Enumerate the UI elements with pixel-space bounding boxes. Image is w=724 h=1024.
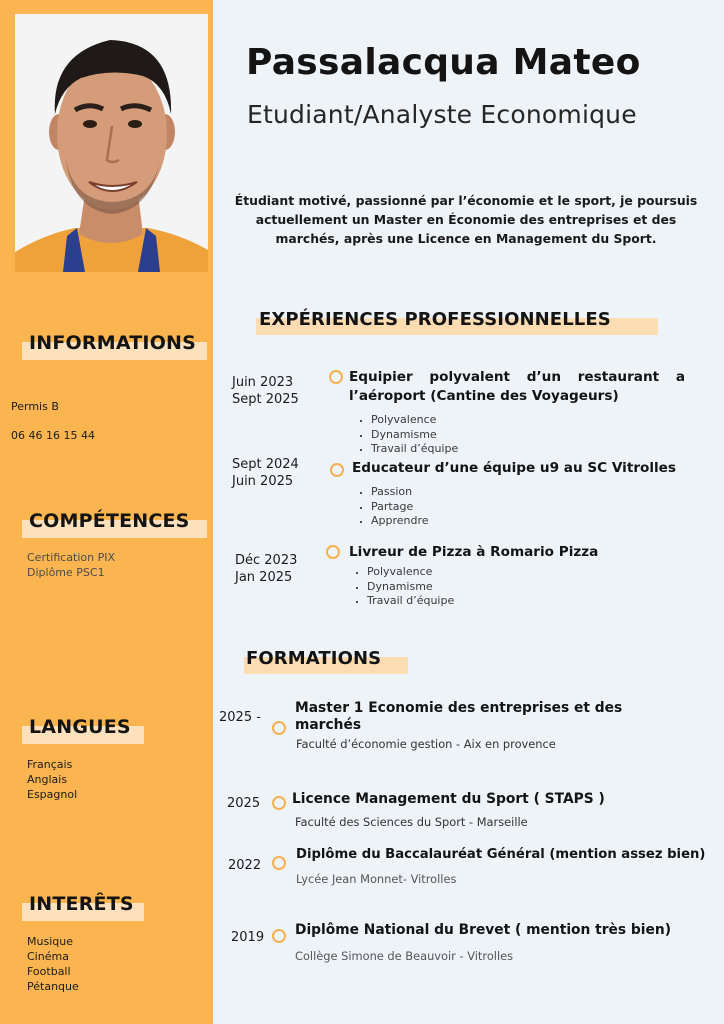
bullet-item: • Passion	[371, 485, 429, 500]
date-end: Juin 2025	[232, 474, 294, 489]
experience-date	[232, 456, 299, 490]
bullet-item: • Polyvalence	[367, 565, 454, 580]
langues-list	[27, 757, 77, 802]
timeline-dot	[272, 856, 286, 870]
experience-title: Educateur d’une équipe u9 au SC Vitrolles	[352, 460, 676, 476]
langue-item: Anglais	[27, 773, 68, 786]
timeline-dot	[272, 929, 286, 943]
formation-place: Lycée Jean Monnet- Vitrolles	[296, 872, 457, 886]
competence-item: Certification PIX	[27, 551, 116, 564]
bullet-item: • Polyvalence	[371, 413, 458, 428]
competences-heading	[22, 510, 207, 538]
bullet-item: • Travail d’équipe	[367, 594, 454, 609]
date-start: Sept 2024	[232, 457, 299, 472]
date-start: Déc 2023	[235, 553, 298, 568]
bullet-item: • Dynamisme	[367, 580, 454, 595]
formation-title: Licence Management du Sport ( STAPS )	[292, 791, 605, 807]
formation-title: Diplôme du Baccalauréat Général (mention assez bien)	[296, 847, 706, 862]
formation-title: Master 1 Economie des entreprises et des marchés	[295, 700, 623, 733]
formation-place: Faculté d’économie gestion - Aix en provence	[296, 737, 556, 751]
job-role: Etudiant/Analyste Economique	[247, 100, 637, 129]
experience-bullets	[353, 565, 454, 609]
timeline-dot	[272, 721, 286, 735]
informations-heading	[22, 332, 207, 360]
timeline-dot	[272, 796, 286, 810]
full-name: Passalacqua Mateo	[246, 42, 641, 83]
formation-year: 2025 -	[219, 710, 261, 725]
bullet-item: • Partage	[371, 500, 429, 515]
experience-bullets	[357, 413, 458, 457]
experience-date	[235, 552, 297, 586]
formation-year: 2022	[228, 858, 262, 873]
sidebar	[0, 0, 213, 1024]
bullet-item: • Apprendre	[371, 514, 429, 529]
info-phone: 06 46 16 15 44	[11, 429, 95, 442]
langue-item: Français	[27, 758, 73, 771]
bullet-item: • Travail d’équipe	[371, 442, 458, 457]
timeline-dot	[326, 545, 340, 559]
profile-summary: Étudiant motivé, passionné par l’économie et le sport, je poursuis actuellement un Master en Économie des entreprises et des marchés, après une Licence en Management du Sport.	[234, 193, 698, 246]
bullet-item: • Dynamisme	[371, 428, 458, 443]
competences-list	[27, 550, 115, 580]
experience-title: Equipier polyvalent d’un restaurant a l’aéroport (Cantine des Voyageurs)	[349, 369, 685, 404]
formation-title: Diplôme National du Brevet ( mention très bien)	[295, 922, 672, 938]
interet-item: Musique	[27, 935, 73, 948]
interets-heading-text: INTERÊTS	[29, 893, 134, 915]
interet-item: Football	[27, 965, 71, 978]
competence-item: Diplôme PSC1	[27, 566, 105, 579]
competences-heading-text: COMPÉTENCES	[29, 510, 190, 532]
informations-list	[11, 399, 95, 443]
interets-heading	[22, 893, 144, 921]
date-end: Jan 2025	[235, 570, 293, 585]
formations-heading-text: FORMATIONS	[246, 648, 382, 669]
date-start: Juin 2023	[232, 375, 294, 390]
experience-date	[232, 374, 299, 408]
experiences-heading	[256, 309, 658, 335]
timeline-dot	[329, 370, 343, 384]
interets-list	[27, 934, 79, 994]
formation-year: 2019	[231, 930, 265, 945]
formations-heading	[244, 648, 408, 674]
formation-year: 2025	[227, 796, 261, 811]
langues-heading	[22, 716, 144, 744]
experiences-heading-text: EXPÉRIENCES PROFESSIONNELLES	[259, 309, 611, 330]
experience-title: Livreur de Pizza à Romario Pizza	[349, 544, 599, 560]
informations-heading-text: INFORMATIONS	[29, 332, 197, 354]
langues-heading-text: LANGUES	[29, 716, 131, 738]
interet-item: Cinéma	[27, 950, 69, 963]
date-end: Sept 2025	[232, 392, 299, 407]
experience-bullets	[357, 485, 429, 529]
profile-photo	[15, 14, 208, 272]
formation-place: Collège Simone de Beauvoir - Vitrolles	[295, 949, 514, 963]
interet-item: Pétanque	[27, 980, 79, 993]
info-permis: Permis B	[11, 400, 59, 413]
langue-item: Espagnol	[27, 788, 78, 801]
timeline-dot	[330, 463, 344, 477]
formation-place: Faculté des Sciences du Sport - Marseille	[295, 815, 528, 829]
